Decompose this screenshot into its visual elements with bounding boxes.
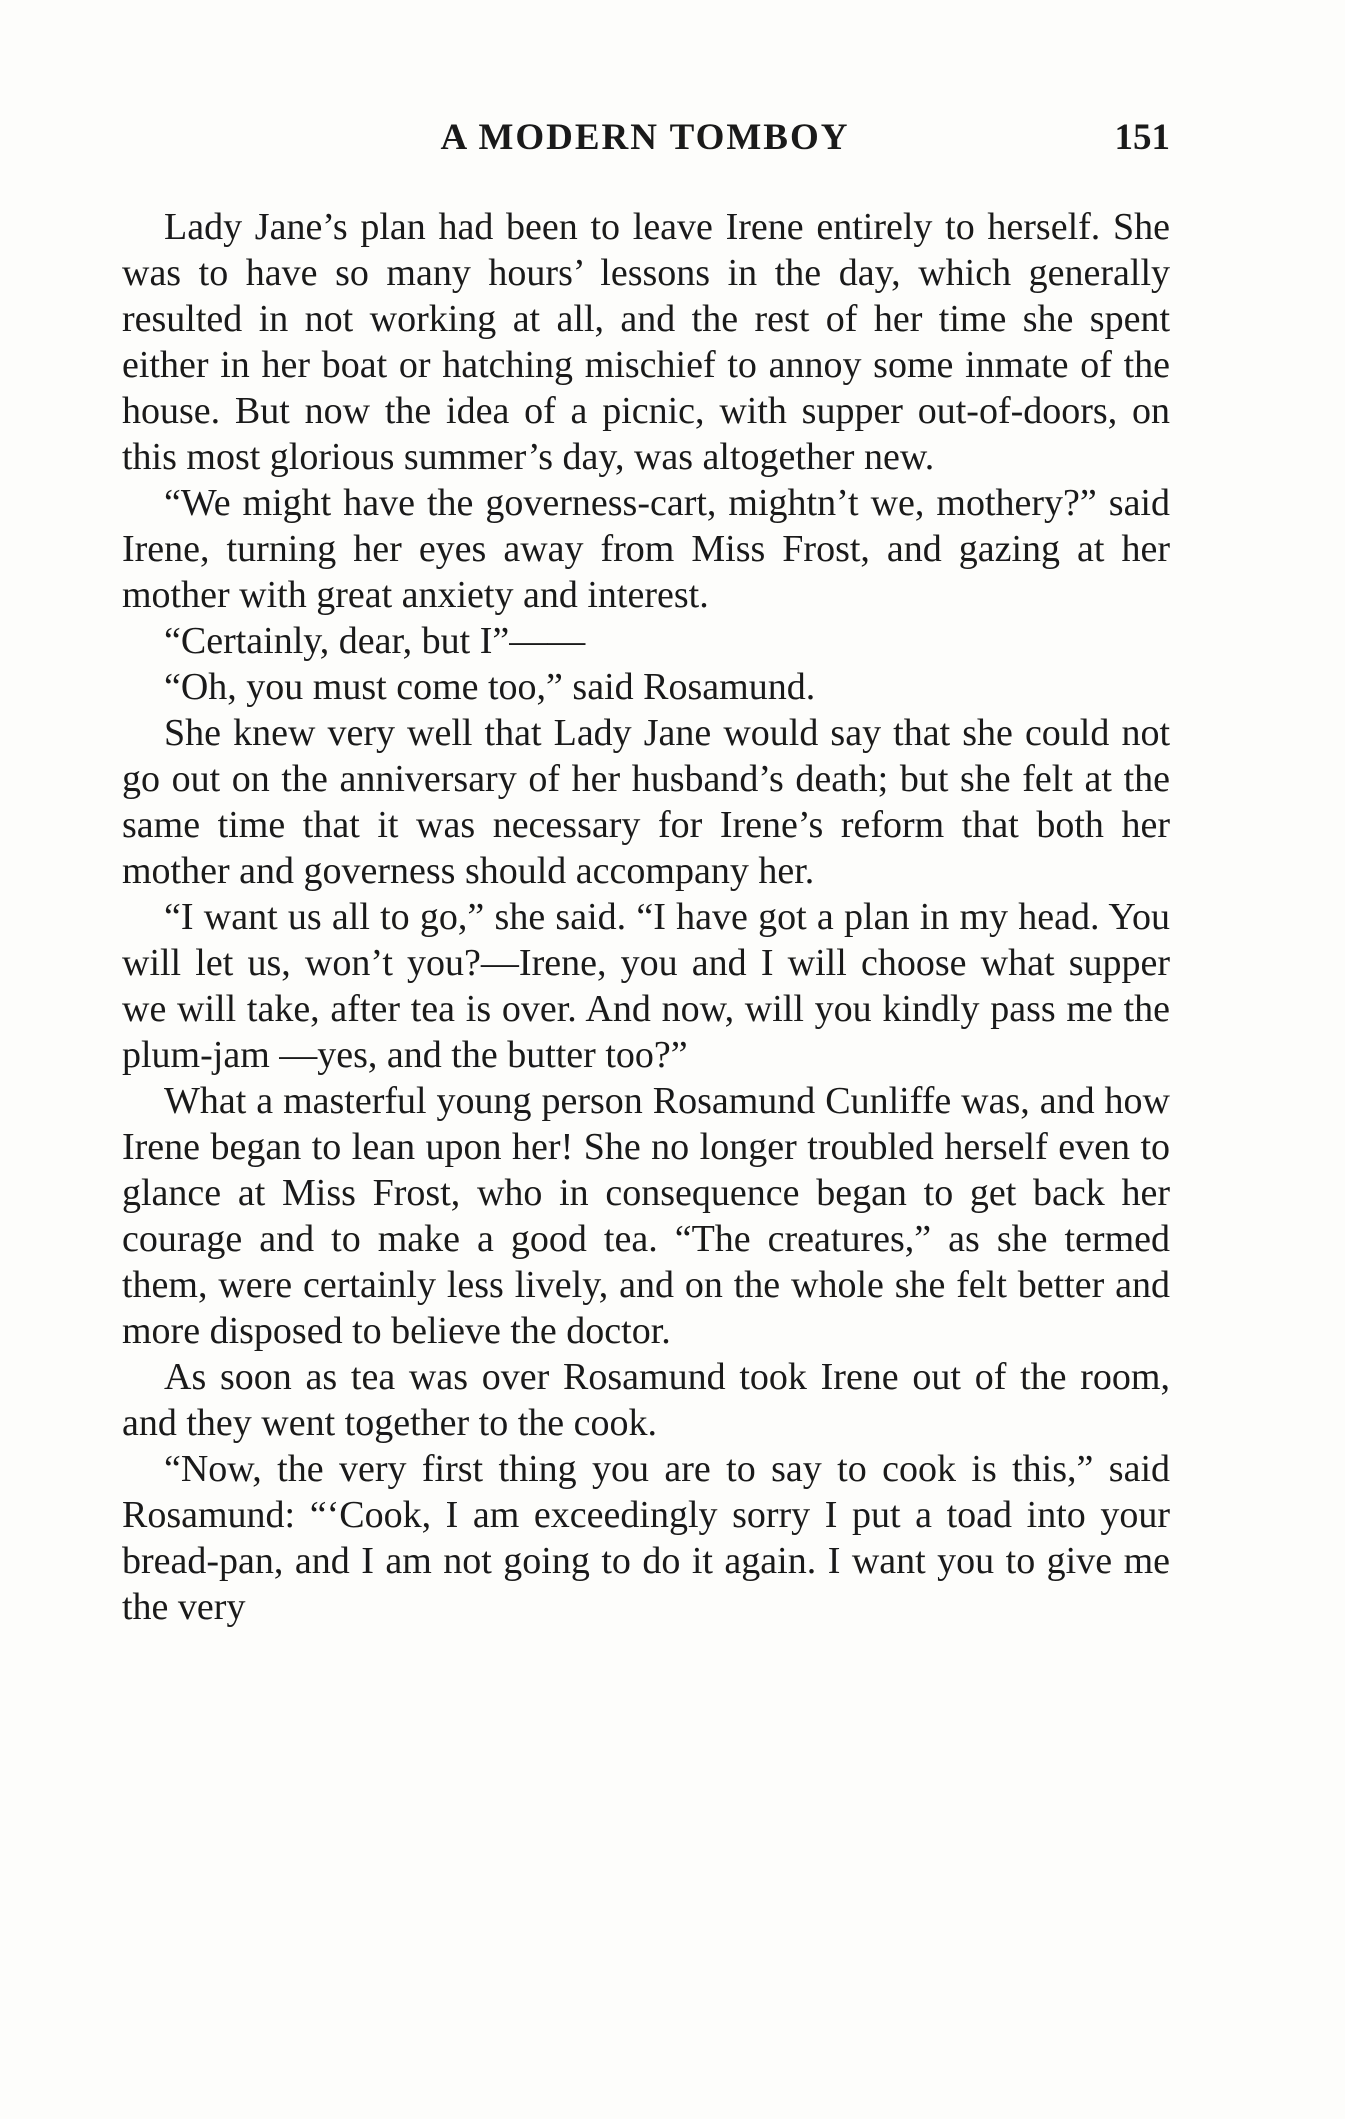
paragraph: “We might have the governess-cart, mightn’t we, mothery?” said Irene, turning her eyes away from Miss Frost, and gazing at her mother with great anxiety and interest. [122,482,1170,616]
paragraph: Lady Jane’s plan had been to leave Irene entirely to herself. She was to have so many hours’ lessons in the day, which generally resulted in not working at all, and the rest of her time she spent either in her boat or hatching mischief to annoy some inmate of the house. But now the idea of a picnic, with supper out-of-doors, on this most glorious summer’s day, was altogether new. [122,206,1170,478]
page-number: 151 [1114,117,1170,158]
running-title: A MODERN TOMBOY [440,117,850,158]
paragraph: “Certainly, dear, but I”—— [164,620,586,662]
paragraph: She knew very well that Lady Jane would say that she could not go out on the anniversary of her husband’s death; but she felt at the same time that it was necessary for Irene’s reform that both her mother and governess should accompany her. [122,712,1170,892]
paragraph: As soon as tea was over Rosamund took Irene out of the room, and they went together to the cook. [122,1356,1170,1444]
paragraph: “I want us all to go,” she said. “I have got a plan in my head. You will let us, won’t you?—Irene, you and I will choose what supper we will take, after tea is over. And now, will you kindly pass me the plum-jam —yes, and the butter too?” [122,896,1170,1076]
paragraph: “Oh, you must come too,” said Rosamund. [164,666,816,708]
body-text [122,204,1170,1630]
running-head [120,110,1170,166]
paragraph: “Now, the very first thing you are to say to cook is this,” said Rosamund: “‘Cook, I am exceedingly sorry I put a toad into your bread-pan, and I am not going to do it again. I want you to give me the very [122,1448,1170,1628]
paragraph: What a masterful young person Rosamund Cunliffe was, and how Irene began to lean upon her! She no longer troubled herself even to glance at Miss Frost, who in consequence began to get back her courage and to make a good tea. “The creatures,” as she termed them, were certainly less lively, and on the whole she felt better and more disposed to believe the doctor. [122,1080,1170,1352]
